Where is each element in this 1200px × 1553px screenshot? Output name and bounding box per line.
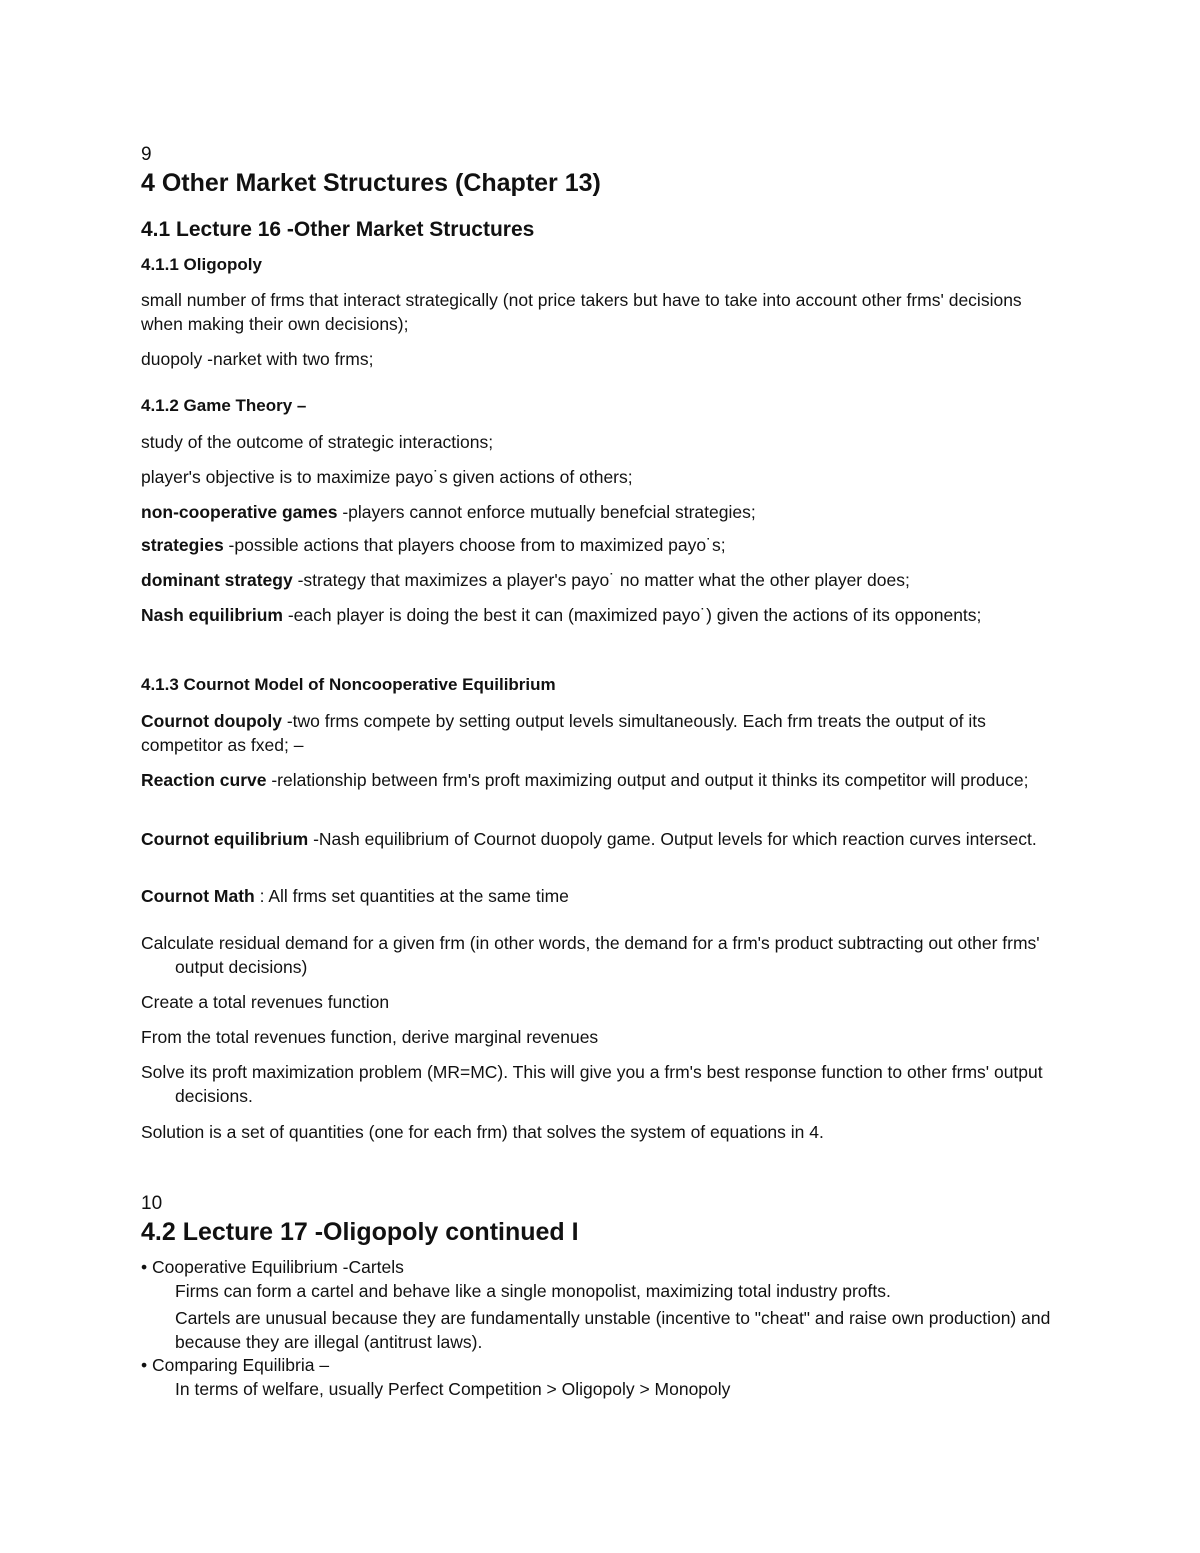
term: non-cooperative games	[141, 502, 338, 522]
definition: -relationship between frm's proft maximizing output and output it thinks its competitor will produce;	[266, 770, 1029, 790]
strategies-entry	[141, 533, 1061, 557]
game-theory-heading: 4.1.2 Game Theory –	[141, 396, 307, 415]
cournot-step-2: Create a total revenues function	[141, 992, 390, 1012]
noncooperative-games-entry	[141, 500, 1061, 524]
term: strategies	[141, 535, 224, 555]
lecture-16-title: 4.1 Lecture 16 -Other Market Structures	[141, 218, 535, 241]
definition: -strategy that maximizes a player's payo˙ no matter what the other player does;	[292, 570, 910, 590]
bullet: •	[141, 1355, 148, 1375]
term: Cournot doupoly	[141, 711, 282, 731]
list-item-label: Cooperative Equilibrium -Cartels	[152, 1257, 404, 1277]
bullet: •	[141, 1257, 148, 1277]
cartels-sub-2: Cartels are unusual because they are fundamentally unstable (incentive to "cheat" and raise own production) and because they are illegal (antitrust laws).	[175, 1308, 1051, 1352]
definition: -players cannot enforce mutually benefcial strategies;	[337, 502, 756, 522]
oligopoly-definition: small number of frms that interact strategically (not price takers but have to take into account other frms' decisions when making their own decisions);	[141, 290, 1022, 334]
chapter-title: 4 Other Market Structures (Chapter 13)	[141, 169, 601, 197]
cartels-sub-1: Firms can form a cartel and behave like a single monopolist, maximizing total industry profts.	[175, 1281, 891, 1301]
page-number-10: 10	[141, 1193, 163, 1214]
definition: : All frms set quantities at the same time	[254, 886, 569, 906]
duopoly-definition: duopoly -narket with two frms;	[141, 349, 374, 369]
cournot-duopoly-entry	[141, 709, 1061, 757]
definition: -two frms compete by setting output levels simultaneously. Each frm treats the output of its competitor as fxed; –	[141, 711, 986, 755]
player-objective: player's objective is to maximize payo˙s given actions of others;	[141, 467, 633, 487]
term: Cournot Math	[141, 886, 255, 906]
definition: -possible actions that players choose from to maximized payo˙s;	[223, 535, 726, 555]
definition: -each player is doing the best it can (maximized payo˙) given the actions of its opponents;	[282, 605, 982, 625]
term: Nash equilibrium	[141, 605, 283, 625]
cournot-step-5: Solution is a set of quantities (one for each frm) that solves the system of equations in 4.	[141, 1122, 824, 1142]
cournot-equilibrium-entry	[141, 827, 1061, 851]
reaction-curve-entry	[141, 768, 1061, 792]
term: dominant strategy	[141, 570, 293, 590]
list-item-label: Comparing Equilibria –	[152, 1355, 330, 1375]
game-theory-definition: study of the outcome of strategic interactions;	[141, 432, 494, 452]
list-item-cartels	[141, 1255, 1061, 1279]
oligopoly-heading: 4.1.1 Oligopoly	[141, 255, 262, 274]
cournot-math-entry	[141, 884, 1061, 908]
dominant-strategy-entry	[141, 568, 1061, 592]
cournot-step-3: From the total revenues function, derive marginal revenues	[141, 1027, 599, 1047]
lecture-17-title: 4.2 Lecture 17 -Oligopoly continued I	[141, 1218, 579, 1246]
term: Cournot equilibrium	[141, 829, 309, 849]
term: Reaction curve	[141, 770, 267, 790]
definition: -Nash equilibrium of Cournot duopoly game. Output levels for which reaction curves intersect.	[308, 829, 1037, 849]
page-number-9: 9	[141, 144, 152, 165]
cournot-step-4: Solve its proft maximization problem (MR=MC). This will give you a frm's best response function to other frms' output decisions.	[141, 1062, 1043, 1106]
cournot-step-1: Calculate residual demand for a given frm (in other words, the demand for a frm's product subtracting out other frms' output decisions)	[141, 933, 1040, 977]
comparing-sub-1: In terms of welfare, usually Perfect Competition > Oligopoly > Monopoly	[175, 1379, 731, 1399]
cournot-heading: 4.1.3 Cournot Model of Noncooperative Equilibrium	[141, 675, 556, 694]
nash-equilibrium-entry	[141, 603, 1061, 627]
list-item-comparing	[141, 1353, 1061, 1377]
